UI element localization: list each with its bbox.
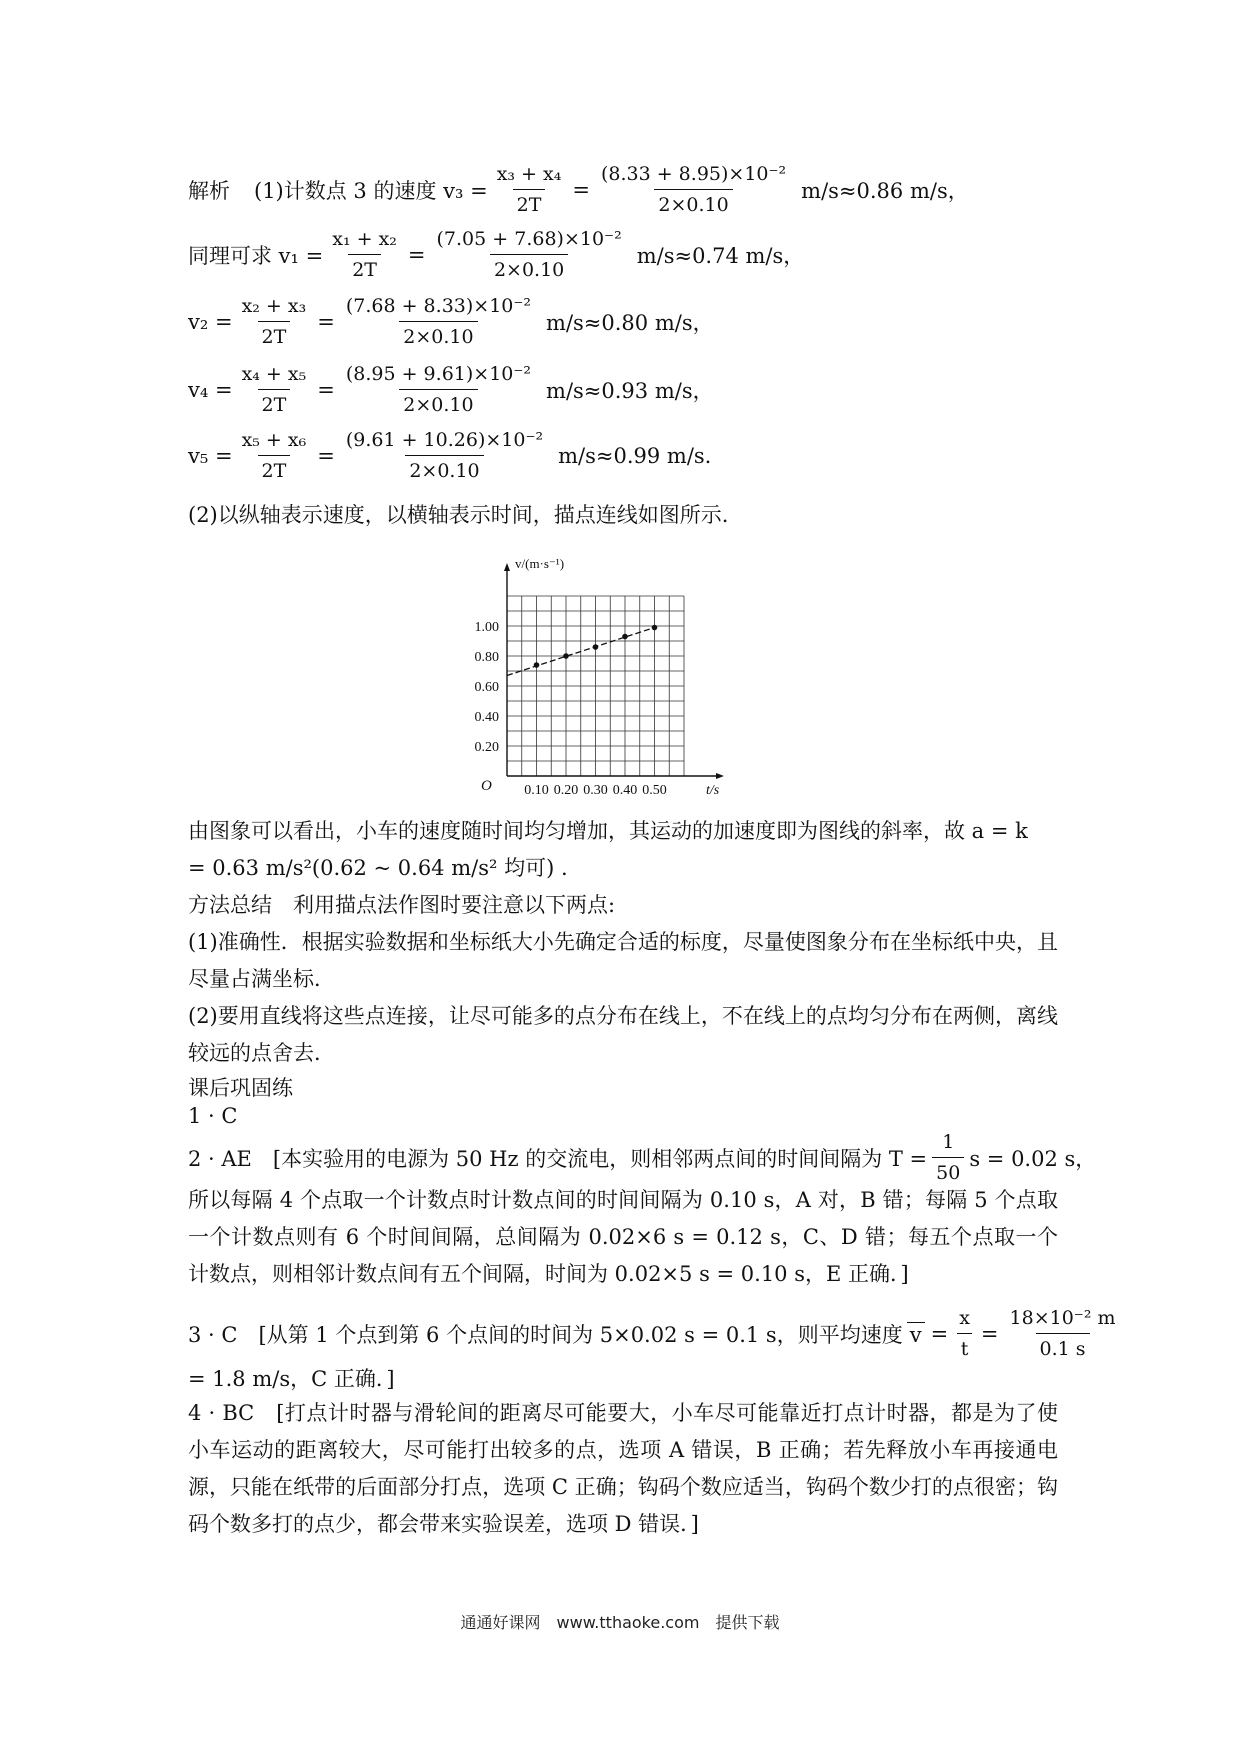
fraction: $\frac{\text{(8.95 + 9.61)×10⁻²}}{2\times 0.10}$ xyxy=(345,363,532,416)
equation-lhs: v₅ = xyxy=(188,444,233,468)
equation-v1: 同理可求 v₁ = $\frac{\text{x₁ + x₂}}{2T}$ = $\frac{\text{(7.05 + 7.68)×10⁻²}}{2\times 0.10}$ m/s≈0.74 m/s， xyxy=(188,228,805,281)
equation-lhs: v₄ = xyxy=(188,378,233,402)
y-tick-label: 0.20 xyxy=(474,740,499,755)
conclusion-line2: = 0.63 m/s²(0.62 ~ 0.64 m/s² 均可) . xyxy=(188,856,568,880)
y-tick-label: 1.00 xyxy=(474,620,499,635)
y-axis-label: v/(m·s⁻¹) xyxy=(515,556,565,571)
chart-grid xyxy=(507,596,684,776)
fraction: $\frac{\text{(7.68 + 8.33)×10⁻²}}{2\times 0.10}$ xyxy=(345,295,532,348)
part2-text: (2)以纵轴表示速度，以横轴表示时间，描点连线如图所示. xyxy=(188,503,729,527)
q2-after: s = 0.02 s， xyxy=(969,1147,1097,1171)
conclusion-line1: 由图象可以看出，小车的速度随时间均匀增加，其运动的加速度即为图线的斜率，故 a = k xyxy=(188,819,1028,843)
x-tick-label: 0.30 xyxy=(583,783,608,798)
equation-result: m/s≈0.93 m/s， xyxy=(546,379,714,403)
part1-intro: (1)计数点 3 的速度 v₃ = xyxy=(254,179,488,203)
y-axis-arrow xyxy=(504,563,510,571)
x-tick-label: 0.40 xyxy=(612,783,638,798)
equation-lhs: v₂ = xyxy=(188,310,233,334)
method-summary-item2: (2)要用直线将这些点连接，让尽可能多的点分布在线上，不在线上的点均匀分布在两侧，离线较远的点舍去． xyxy=(188,1004,1058,1065)
data-point xyxy=(593,644,599,650)
fraction: $\frac{1}{50}$ xyxy=(932,1132,964,1184)
x-axis-label: t/s xyxy=(706,783,720,798)
practice-q2-rest: 所以每隔 4 个点取一个计数点时计数点间的时间间隔为 0.10 s，A 对，B 错；每隔 5 个点取一个计数点则有 6 个时间间隔，总间隔为 0.02×6 s = 0.12 s，C、D 错；每五个点取一个计数点，则相邻计数点间有五个间隔，时间为 0.02×5 s = 0.10 s，E 正确．] xyxy=(188,1188,1058,1286)
fraction: $\frac{x}{t}$ xyxy=(955,1308,974,1360)
fraction: $\frac{\text{(7.05 + 7.68)×10⁻²}}{2\times 0.10}$ xyxy=(436,228,622,281)
fraction: $\frac{\text{x₂ + x₃}}{2T}$ xyxy=(241,295,307,348)
equation-v5: v₅ = $\frac{\text{x₅ + x₆}}{2T}$ = $\frac{\text{(9.61 + 10.26)×10⁻²}}{2\times 0.10}$ m/s≈0.99 m/s. xyxy=(188,429,712,482)
y-tick-label: 0.80 xyxy=(474,650,499,665)
practice-title: 课后巩固练 xyxy=(188,1076,293,1100)
method-summary-title: 方法总结 利用描点法作图时要注意以下两点: xyxy=(188,893,616,917)
conclusion xyxy=(188,813,1058,887)
data-point xyxy=(563,653,569,659)
method-summary-item1: (1)准确性．根据实验数据和坐标纸大小先确定合适的标度，尽量使图象分布在坐标纸中央，且尽量占满坐标． xyxy=(188,930,1058,991)
practice-q1: 1 · C xyxy=(188,1104,238,1128)
velocity-time-chart xyxy=(455,528,785,808)
data-point xyxy=(652,625,658,631)
x-tick-label: 0.10 xyxy=(524,783,549,798)
x-tick-label: 0.20 xyxy=(553,783,579,798)
solution-header: 解析 xyxy=(188,179,230,203)
origin-label: O xyxy=(481,778,492,794)
y-tick-label: 0.40 xyxy=(474,710,499,725)
q2-text: 2 · AE [本实验用的电源为 50 Hz 的交流电，则相邻两点间的时间间隔为 T = xyxy=(188,1147,928,1171)
fraction: $\frac{\text{(9.61 + 10.26)×10⁻²}}{2\times 0.10}$ xyxy=(345,429,544,482)
equation-result: m/s≈0.99 m/s. xyxy=(558,444,712,468)
practice-q2-line1 xyxy=(188,1131,1097,1184)
practice-q3-line1: 3 · C [从第 1 个点到第 6 个点间的时间为 5×0.02 s = 0.1 s，则平均速度 v = $\frac{x}{t}$ = $\frac{\text{18×10⁻² m}}{0.1 s}$ xyxy=(188,1304,1125,1364)
fraction: $\frac{\text{x₃ + x₄}}{2T}$ xyxy=(496,163,562,216)
equation-result: m/s≈0.80 m/s， xyxy=(546,311,714,335)
equation-result: m/s≈0.74 m/s， xyxy=(636,244,805,268)
practice-q3-line2: = 1.8 m/s，C 正确．] xyxy=(188,1367,395,1391)
chart-tick-labels xyxy=(475,556,720,798)
fraction: $\frac{\text{(8.33 + 8.95)×10⁻²}}{2\times 0.10}$ xyxy=(600,163,787,216)
similar-intro: 同理可求 v₁ = xyxy=(188,244,324,268)
x-tick-label: 0.50 xyxy=(642,783,667,798)
equation-v2: v₂ = $\frac{\text{x₂ + x₃}}{2T}$ = $\frac{\text{(7.68 + 8.33)×10⁻²}}{2\times 0.10}$ m/s≈0.80 m/s， xyxy=(188,295,714,348)
method-summary xyxy=(188,887,1058,1072)
x-axis-arrow xyxy=(716,773,724,779)
fraction: $\frac{\text{x₁ + x₂}}{2T}$ xyxy=(332,228,397,281)
equation-v3: 解析 (1)计数点 3 的速度 v₃ = $\frac{\text{x₃ + x₄}}{2T}$ = $\frac{\text{(8.33 + 8.95)×10⁻²}}{2\times 0.10}$ m/s≈0.86 m/s， xyxy=(188,163,969,216)
data-point xyxy=(534,662,540,668)
data-point xyxy=(622,634,628,640)
q3-text: 3 · C [从第 1 个点到第 6 个点间的时间为 5×0.02 s = 0.1 s，则平均速度 xyxy=(188,1323,903,1347)
q3-vbar: v xyxy=(907,1322,925,1347)
equation-result: m/s≈0.86 m/s， xyxy=(801,179,969,203)
fraction: $\frac{\text{x₄ + x₅}}{2T}$ xyxy=(241,363,307,416)
fraction: $\frac{\text{x₅ + x₆}}{2T}$ xyxy=(241,429,307,482)
fraction: $\frac{\text{18×10⁻² m}}{0.1 s}$ xyxy=(1009,1307,1116,1360)
equation-v4: v₄ = $\frac{\text{x₄ + x₅}}{2T}$ = $\frac{\text{(8.95 + 9.61)×10⁻²}}{2\times 0.10}$ m/s≈0.93 m/s， xyxy=(188,363,714,416)
practice-q4: 4 · BC [打点计时器与滑轮间的距离尽可能要大，小车尽可能靠近打点计时器，都是为了使小车运动的距离较大，尽可能打出较多的点，选项 A 错误，B 正确；若先释放小车再接通电源，只能在纸带的后面部分打点，选项 C 正确；钩码个数应适当，钩码个数少打的点很密；钩码个数多打的点少，都会带来实验误差，选项 D 错误．] xyxy=(188,1401,1058,1536)
y-tick-label: 0.60 xyxy=(474,680,499,695)
page-footer: 通通好课网 www.tthaoke.com 提供下载 xyxy=(460,1613,780,1632)
